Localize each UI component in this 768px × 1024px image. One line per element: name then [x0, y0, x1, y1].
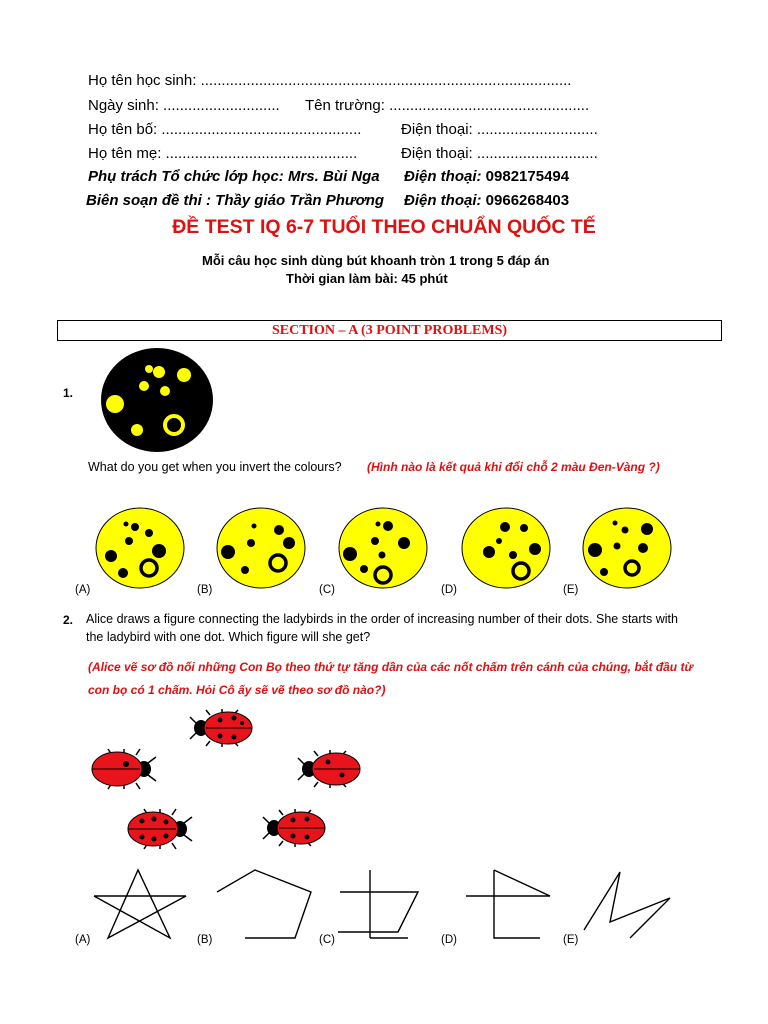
q1-option-c-figure	[338, 508, 428, 588]
q2-translation-line2: con bọ có 1 chấm. Hỏi Cô ấy sẽ vẽ theo sơ đồ nào?)	[88, 683, 386, 697]
q1-option-a-figure	[95, 508, 185, 588]
q1-black-disc-figure	[100, 347, 214, 453]
q1-option-d-figure	[461, 508, 551, 588]
q2-question-line1: Alice draws a figure connecting the ladybirds in the order of increasing number of their dots. She starts with	[86, 612, 678, 626]
organizer-phone	[404, 168, 569, 185]
author-phone	[404, 192, 569, 209]
section-header: SECTION – A (3 POINT PROBLEMS)	[57, 320, 722, 341]
q2-option-c-label: (C)	[319, 934, 335, 946]
ladybird-bottom-left	[126, 809, 192, 849]
father-name-field: Họ tên bố: ................................................	[88, 121, 362, 138]
q1-question: What do you get when you invert the colours?	[88, 460, 342, 474]
q2-number: 2.	[63, 613, 74, 627]
author-line	[86, 192, 384, 209]
q2-option-c-figure	[338, 868, 438, 940]
page-title: ĐỀ TEST IQ 6-7 TUỔI THEO CHUẨN QUỐC TẾ	[172, 216, 596, 238]
author-phone-label: Điện thoại:	[404, 192, 482, 209]
school-field: Tên trường: ................................................	[305, 97, 590, 114]
author-phone-number: 0966268403	[485, 192, 570, 209]
q2-option-a-figure	[90, 868, 190, 940]
ladybird-left	[90, 749, 156, 789]
organizer-phone-label: Điện thoại:	[404, 168, 482, 185]
organizer-line	[88, 168, 380, 185]
father-phone-field: Điện thoại: .............................	[401, 121, 598, 138]
q1-option-b-label: (B)	[197, 584, 213, 596]
mother-phone-field: Điện thoại: .............................	[401, 145, 598, 162]
mother-name-field: Họ tên mẹ: ..............................................	[88, 145, 358, 162]
q1-option-e-label: (E)	[563, 584, 579, 596]
q2-option-e-figure	[582, 868, 682, 940]
student-name-field: Họ tên học sinh: .........................................................................................	[88, 72, 572, 89]
q1-option-e-figure	[582, 508, 672, 588]
q2-option-d-figure	[460, 868, 560, 940]
q1-option-c-label: (C)	[319, 584, 335, 596]
instruction-text: Mỗi câu học sinh dùng bút khoanh tròn 1 trong 5 đáp án	[202, 253, 550, 268]
ladybird-top	[190, 709, 254, 747]
q1-option-b-figure	[216, 508, 306, 588]
ladybird-right	[298, 750, 362, 788]
q2-option-a-label: (A)	[75, 934, 91, 946]
q2-option-b-figure	[215, 868, 315, 940]
dob-field: Ngày sinh: ............................	[88, 97, 280, 114]
time-text: Thời gian làm bài: 45 phút	[286, 271, 448, 286]
q1-option-d-label: (D)	[441, 584, 457, 596]
author-label: Biên soạn đề thi : Thầy giáo Trần Phương	[86, 192, 385, 209]
organizer-phone-number: 0982175494	[485, 168, 570, 185]
q2-question-line2: the ladybird with one dot. Which figure will she get?	[86, 630, 371, 644]
q1-translation: (Hình nào là kết quả khi đổi chỗ 2 màu Đen-Vàng ?)	[367, 460, 660, 474]
organizer-label: Phụ trách Tổ chức lớp học: Mrs. Bùi Nga	[88, 168, 380, 185]
q1-option-a-label: (A)	[75, 584, 91, 596]
q1-number: 1.	[63, 386, 74, 400]
q2-option-d-label: (D)	[441, 934, 457, 946]
q2-option-e-label: (E)	[563, 934, 579, 946]
q2-translation-line1: (Alice vẽ sơ đồ nối những Con Bọ theo thứ tự tăng dần của các nốt chấm trên cánh của chúng, bắt đầu từ	[88, 660, 694, 674]
q2-option-b-label: (B)	[197, 934, 213, 946]
ladybird-bottom-right	[263, 809, 327, 847]
